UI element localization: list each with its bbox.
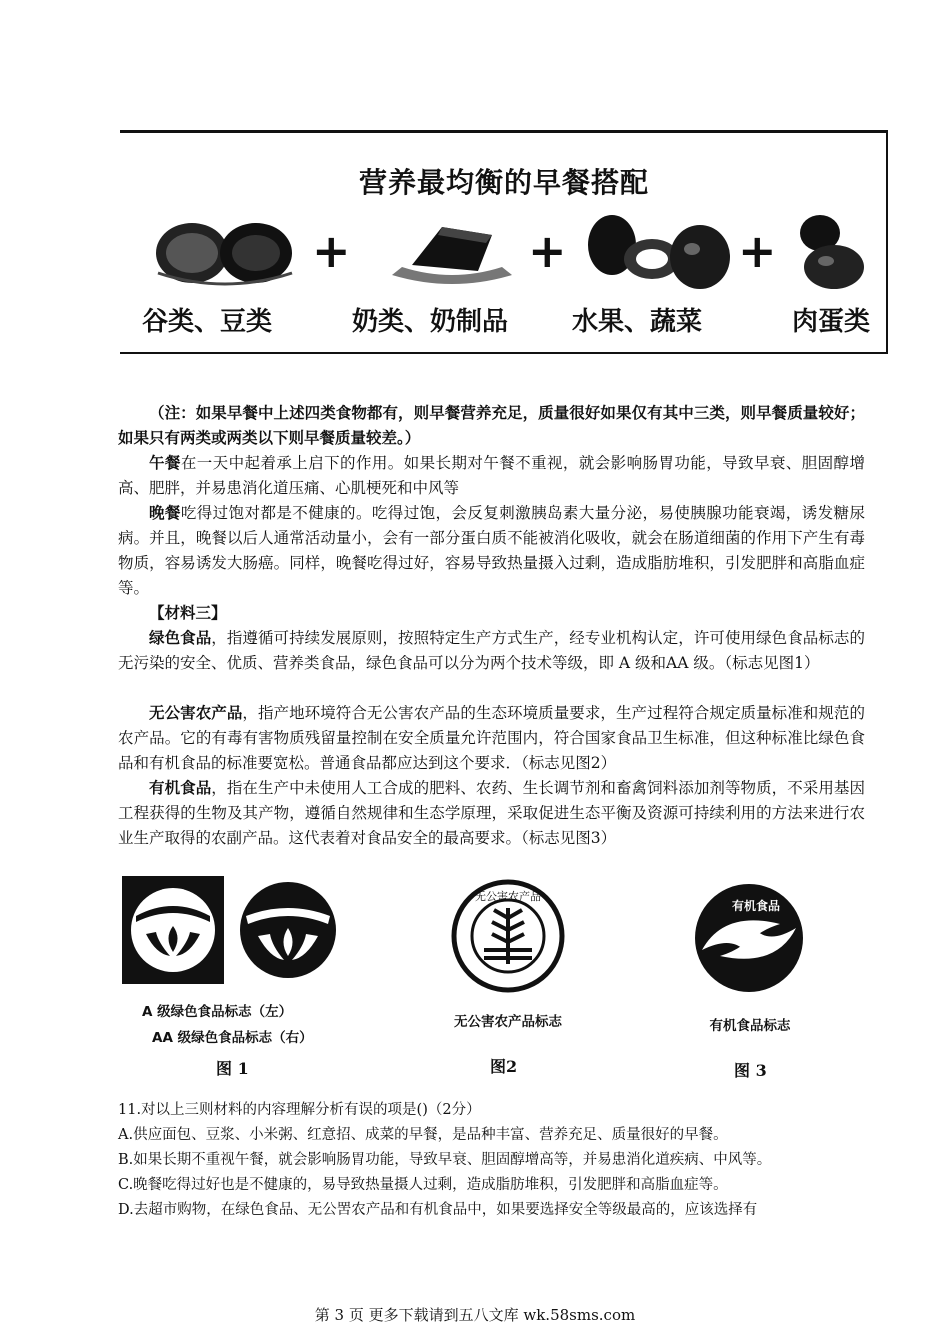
fig1-caption-aa: AA 级绿色食品标志（右） [152, 1030, 313, 1046]
green-food-text: ，指遵循可持续发展原则，按照特定生产方式生产，经专业机构认定，许可使用绿色食品标志的无污染的安全、优质、营养类食品，绿色食品可以分为两个技术等级，即 A 级和AA 级。（标志见图1） [118, 629, 865, 672]
no-pollution-term: 无公害农产品 [149, 703, 243, 722]
grains-beans-image [150, 213, 300, 291]
plus-sign: + [312, 224, 351, 278]
lunch-term: 午餐 [149, 453, 181, 472]
material-three-heading: 【材料三】 [149, 603, 227, 622]
organic-paragraph [118, 775, 865, 851]
fruit-vegetable-image [582, 209, 732, 295]
organic-term: 有机食品 [149, 778, 212, 797]
organic-food-logo [684, 880, 814, 1000]
option-c: C.晚餐吃得过好也是不健康的，易导致热量摄人过剩，造成脂肪堆积，引发肥胖和高脂血症等。 [118, 1177, 728, 1193]
breakfast-note: （注：如果早餐中上述四类食物都有，则早餐营养充足，质量很好如果仅有其中三类，则早餐质量较好；如果只有两类或两类以下则早餐质量较差。） [118, 403, 865, 447]
green-food-term: 绿色食品 [149, 628, 212, 647]
dinner-text: 吃得过饱对都是不健康的。吃得过饱，会反复刺激胰岛素大量分泌，易使胰腺功能衰竭，诱发糖尿病。并且，晚餐以后人通常活动量小，会有一部分蛋白质不能被消化吸收，就会在肠道细菌的作用下产生有毒物质，容易诱发大肠癌。同样，晚餐吃得过好，容易导致热量摄入过剩，造成脂肪堆积，引发肥胖和高脂血症等。 [118, 504, 865, 597]
green-food-logos [122, 876, 342, 986]
fig1-label: 图 1 [216, 1059, 249, 1078]
dairy-image [382, 213, 522, 291]
category-meat-egg: 肉蛋类 [792, 307, 871, 337]
category-dairy: 奶类、奶制品 [352, 307, 509, 337]
fig3-badge-text: 有机食品 [732, 899, 781, 913]
category-grains-beans: 谷类、豆类 [142, 307, 273, 337]
plus-sign: + [528, 224, 567, 278]
lunch-paragraph [118, 450, 865, 501]
lunch-text: 在一天中起着承上启下的作用。如果长期对午餐不重视，就会影响肠胃功能，导致早衰、胆固醇增高、肥胖，并易患消化道压痛、心肌梗死和中风等 [118, 454, 865, 497]
option-a: A.供应面包、豆浆、小米粥、红意招、成菜的早餐，是品种丰富、营养充足、质量很好的早餐。 [118, 1127, 728, 1143]
green-food-paragraph [118, 625, 865, 676]
fig3-label: 图 3 [734, 1061, 767, 1080]
fig2-label: 图2 [490, 1057, 518, 1076]
category-fruit-vegetable: 水果、蔬菜 [572, 307, 703, 337]
fig2-badge-text: 无公害农产品 [475, 890, 541, 903]
page-footer: 第 3 页 更多下载请到五八文库 wk.58sms.com [314, 1306, 636, 1324]
meat-egg-image [790, 211, 880, 291]
no-pollution-text: ，指产地环境符合无公害农产品的生态环境质量要求，生产过程符合规定质量标准和规范的农产品。它的有毒有害物质残留量控制在安全质量允许范围内，符合国家食品卫生标准，但这种标准比绿色食品和有机食品的标准要宽松。普通食品都应达到这个要求．（标志见图2） [118, 704, 865, 772]
no-pollution-paragraph [118, 700, 865, 776]
fig2-caption: 无公害农产品标志 [454, 1014, 562, 1030]
breakfast-title: 营养最均衡的早餐搭配 [358, 166, 649, 199]
option-d: D.去超市购物，在绿色食品、无公罟农产品和有机食品中，如果要选择安全等级最高的，应该选择有 [118, 1202, 758, 1218]
fig3-caption: 有机食品标志 [709, 1018, 791, 1034]
question-stem: 11.对以上三则材料的内容理解分析有误的项是()（2分） [118, 1102, 481, 1118]
fig1-caption-a: A 级绿色食品标志（左） [142, 1004, 293, 1020]
breakfast-panel [120, 130, 888, 354]
plus-sign: + [738, 224, 777, 278]
dinner-paragraph [118, 500, 865, 601]
dinner-term: 晚餐 [149, 503, 181, 522]
no-pollution-logo [438, 878, 578, 996]
option-b: B.如果长期不重视午餐，就会影响肠胃功能，导致早衰、胆固醇增高等，并易患消化道疾病、中风等。 [118, 1152, 772, 1168]
organic-text: ，指在生产中未使用人工合成的肥料、农药、生长调节剂和畜禽饲料添加剂等物质，不采用基因工程获得的生物及其产物，遵循自然规律和生态学原理，采取促进生态平衡及资源可持续利用的方法来进行农业生产取得的农副产品。这代表着对食品安全的最高要求。（标志见图3） [118, 779, 865, 847]
